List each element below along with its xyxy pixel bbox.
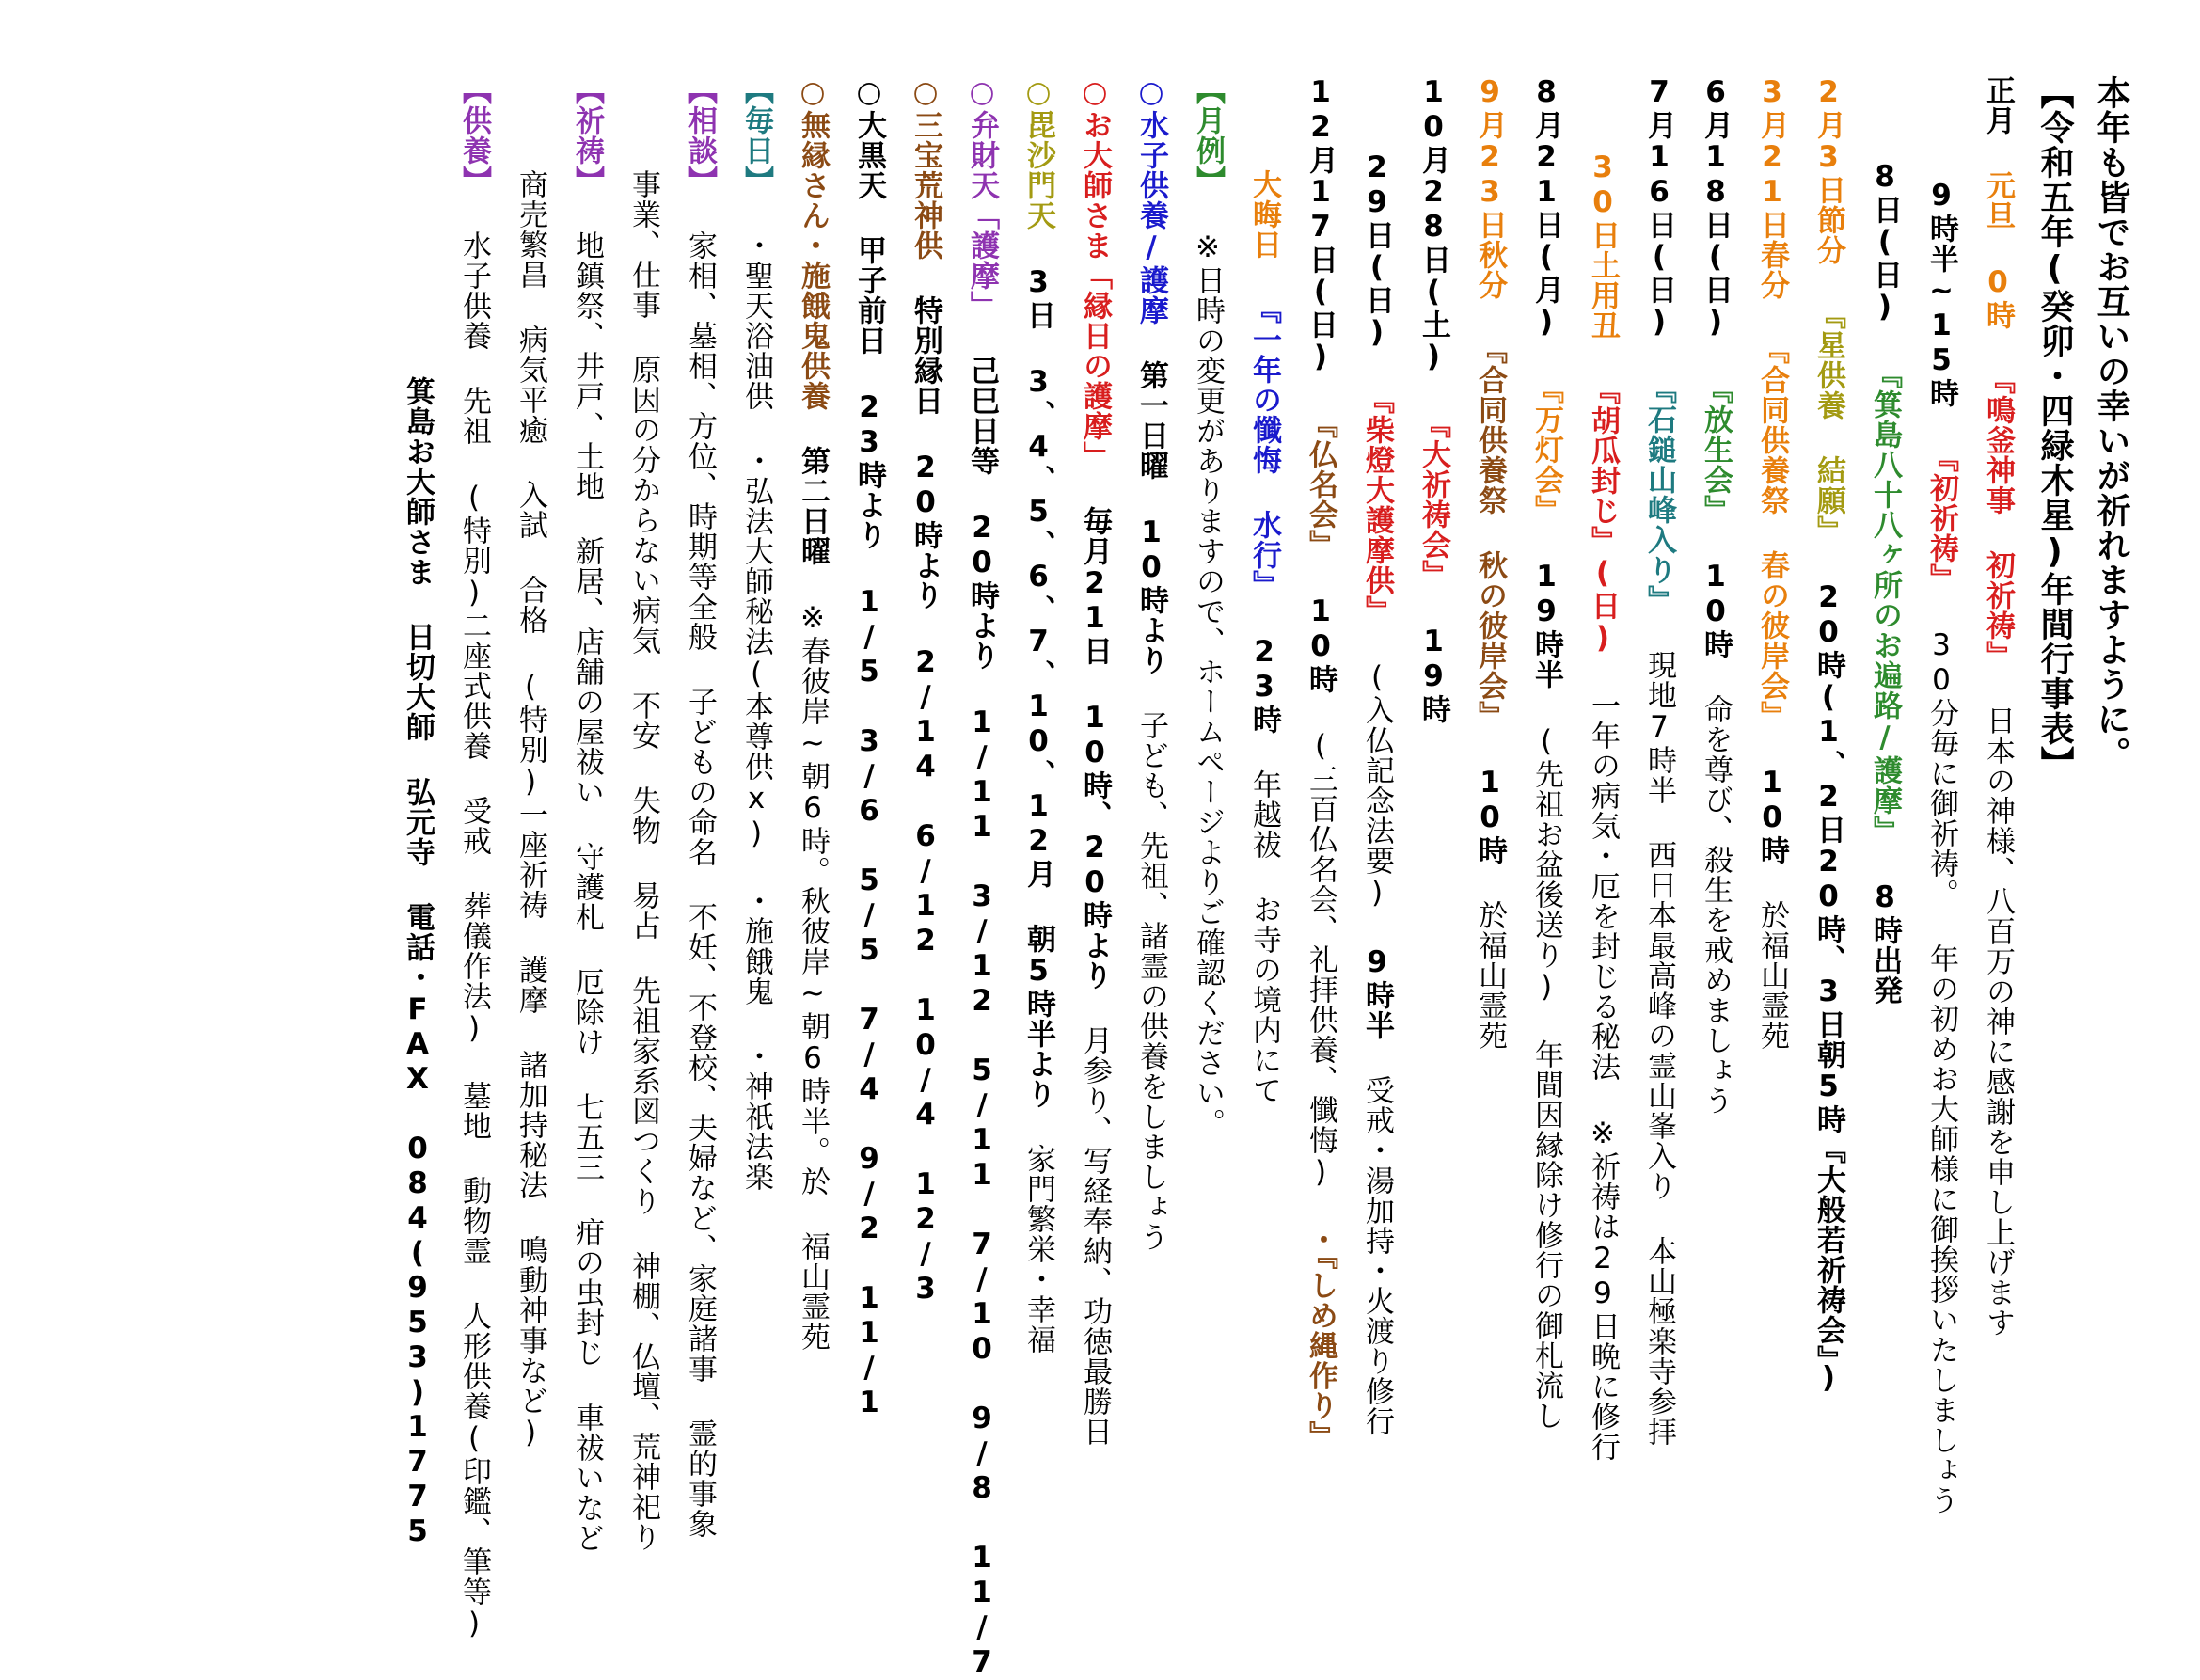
dec17-event2: ・『しめ縄作り』 <box>1304 1225 1337 1451</box>
aug21-detail: (先祖お盆後送り) <box>1529 724 1563 1005</box>
oct29-detail2: 受戒・湯加持・火渡り修行 <box>1360 1075 1394 1436</box>
feb3-event: 『星供養 結願』 <box>1812 300 1845 546</box>
consult-header: 【相談】 <box>683 75 717 196</box>
dec17-date: 12月17日(日) <box>1304 75 1337 374</box>
bishamon-time: 3日 3、4、5、6、7、10、12月 朝5時半より <box>1021 265 1055 1109</box>
event-aug21 <box>1524 75 1569 1431</box>
mizuko-time: 第一日曜 10時より <box>1134 360 1168 675</box>
shogatsu-time-a: 元旦 0時 <box>1981 170 2015 330</box>
event-shogatsu-1 <box>1975 75 2020 1338</box>
kito-line2: 商売繁昌 病気平癒 入試 合格 (特別)一座祈祷 護摩 諸加持秘法 鳴動神事など) <box>514 169 547 1450</box>
shogatsu-event-b: 『初祈祷』 <box>1924 443 1958 594</box>
oct29-date: 29日(日) <box>1360 151 1394 350</box>
mar21-date: 3月21日春分 <box>1755 75 1789 300</box>
monthly-muen <box>790 75 835 1352</box>
benzai-time: 己巳日等 20時より <box>965 356 999 671</box>
dec17-detail: (三百仏名会、礼拝供養、懺悔) <box>1304 729 1337 1190</box>
oct29-event: 『柴燈大護摩供』 <box>1360 385 1394 626</box>
monthly-bishamon <box>1016 75 1061 1355</box>
consult-line-1 <box>677 75 722 1539</box>
bishamon-name: ○毘沙門天 <box>1021 75 1055 230</box>
muen-name: ○無縁さん・施餓鬼供養 <box>796 75 830 411</box>
kito-line1: 地鎮祭、井戸、土地 新居、店舗の屋祓い 守護札 厄除け 七五三 疳の虫封じ 車祓いなど <box>570 230 604 1553</box>
kuyo-header: 【供養】 <box>457 75 491 196</box>
oct29-time: 9時半 <box>1360 945 1394 1040</box>
benzai-dates: 1/11 3/12 5/11 7/10 9/8 11/7 <box>965 705 999 1680</box>
aug21-time: 19時半 <box>1529 560 1563 689</box>
sep23-date: 9月23日秋分 <box>1473 75 1507 300</box>
monthly-header-line <box>1185 75 1230 1138</box>
misoka-event: 『一年の懺悔 水行』 <box>1247 294 1281 600</box>
consult-line1: 家相、墓相、方位、時期等全般 子どもの命名 不妊、不登校、夫婦など、家庭諸事 霊的事象 <box>683 230 717 1539</box>
oct28-time: 19時 <box>1417 625 1450 724</box>
jul16-detail: 現地7時半 西日本最高峰の霊山峯入り 本山極楽寺参拝 <box>1642 650 1676 1447</box>
kito-line-1 <box>564 75 609 1553</box>
mizuko-name: ○水子供養/護摩 <box>1134 75 1168 325</box>
monthly-odaishi <box>1072 75 1117 1447</box>
sanbo-name: ○三宝荒神供 <box>909 75 942 261</box>
feb3-date: 2月3日節分 <box>1812 75 1845 265</box>
monthly-mizuko <box>1129 75 1174 1252</box>
bishamon-detail: 家門繁栄・幸福 <box>1021 1144 1055 1355</box>
kuyo-line1: 水子供養 先祖 (特別)二座式供養 受戒 葬儀作法) 墓地 動物霊 人形供養(印鑑、筆等) <box>457 230 491 1641</box>
kito-header: 【祈祷】 <box>570 75 604 196</box>
oct28-event: 『大祈祷会』 <box>1417 409 1450 590</box>
monthly-header: 【月例】 <box>1191 75 1225 196</box>
event-dec17 <box>1298 75 1343 1451</box>
shogatsu-label: 正月 <box>1981 75 2015 135</box>
event-shogatsu-2 <box>1919 179 1964 1515</box>
jul30-date: 30日土用丑 <box>1586 151 1620 341</box>
jan8-date: 8日(日) <box>1868 160 1902 325</box>
sanbo-time: 特別縁日 20時より <box>909 295 942 610</box>
daikoku-time: 甲子前日 23時より <box>852 235 886 550</box>
daily-header: 【毎日】 <box>739 75 773 196</box>
misoka-date: 大晦日 <box>1247 169 1281 260</box>
shogatsu-detail-a: 日本の神様、八百万の神に感謝を申し上げます <box>1981 705 2015 1338</box>
event-mar21 <box>1749 75 1795 1051</box>
mizuko-detail: 子ども、先祖、諸霊の供養をしましょう <box>1134 710 1168 1252</box>
misoka-time: 23時 <box>1247 635 1281 735</box>
jun18-time: 10時 <box>1699 560 1733 659</box>
jun18-date: 6月18日(日) <box>1699 75 1733 340</box>
event-feb3 <box>1806 75 1851 1396</box>
jul30-event: 『胡瓜封じ』(日) <box>1586 375 1620 656</box>
oct29-detail: (入仏記念法要) <box>1360 660 1394 911</box>
jun18-detail: 命を尊び、殺生を戒めましょう <box>1699 694 1733 1116</box>
odaishi-time: 毎月21日 10時、20時より <box>1078 506 1112 991</box>
daily-items: ・聖天浴油供 ・弘法大師秘法(本尊供x) ・施餓鬼 ・神祇法楽 <box>739 230 773 1192</box>
footer-contact: 箕島お大師さま 日切大師 弘元寺 電話・FAX 084(953)1775 <box>401 376 435 1549</box>
daily-line <box>734 75 779 1192</box>
jul30-note: ※祈祷は29日晩に修行 <box>1586 1117 1620 1462</box>
mar21-place: 於福山霊苑 <box>1755 900 1789 1051</box>
event-jul16 <box>1637 75 1682 1447</box>
sep23-event: 『合同供養祭 秋の彼岸会』 <box>1473 335 1507 731</box>
mar21-event: 『合同供養祭 春の彼岸会』 <box>1755 335 1789 731</box>
monthly-daikoku <box>847 75 892 1420</box>
kito-line-2 <box>508 169 553 1450</box>
sep23-place: 於福山霊苑 <box>1473 900 1507 1051</box>
event-jul30 <box>1580 151 1625 1462</box>
odaishi-detail: 月参り、写経奉納、功徳最勝日 <box>1078 1025 1112 1447</box>
intro-line: 本年も皆でお互いの幸いが祈れますように。 <box>2092 75 2130 771</box>
muen-note: ※春彼岸~朝6時。秋彼岸~朝6時半。於 福山霊苑 <box>796 601 830 1352</box>
monthly-note: ※日時の変更がありますので、ホームページよりご確認ください。 <box>1191 230 1225 1138</box>
odaishi-name: ○お大師さま「縁日の護摩」 <box>1078 75 1112 471</box>
dec17-event: 『仏名会』 <box>1304 409 1337 560</box>
feb3-detail: 20時(1、2日20時、3日朝5時『大般若祈祷会』) <box>1812 580 1845 1396</box>
jul16-event: 『石鎚山峰入り』 <box>1642 374 1676 615</box>
jan8-time: 8時出発 <box>1868 880 1902 1006</box>
aug21-event: 『万灯会』 <box>1529 374 1563 525</box>
page-title: 【令和五年(癸卯・四緑木星)年間行事表】 <box>2035 75 2074 781</box>
misoka-detail: 年越祓 お寺の境内にて <box>1247 769 1281 1105</box>
sep23-time: 10時 <box>1473 766 1507 865</box>
event-sep23 <box>1467 75 1512 1051</box>
daikoku-dates: 1/5 3/6 5/5 7/4 9/2 11/1 <box>852 585 886 1420</box>
shogatsu-detail-b: 30分毎に御祈祷。 年の初めお大師様に御挨拶いたしましょう <box>1924 628 1958 1515</box>
event-jan8 <box>1862 160 1907 1006</box>
daikoku-name: ○大黒天 <box>852 75 886 200</box>
dec17-time: 10時 <box>1304 594 1337 694</box>
consult-line2: 事業、仕事 原因の分からない病気 不安 失物 易占 先祖家系図つくり 神棚、仏壇、荒神祀り <box>626 169 660 1552</box>
event-jun18 <box>1693 75 1738 1116</box>
shogatsu-event-a: 『鳴釜神事 初祈祷』 <box>1981 365 2015 671</box>
oct28-date: 10月28日(土) <box>1417 75 1450 374</box>
event-misoka <box>1242 169 1287 1105</box>
event-oct29 <box>1354 151 1400 1436</box>
jun18-event: 『放生会』 <box>1699 374 1733 525</box>
shogatsu-time-b: 9時半~15時 <box>1924 179 1958 408</box>
jul30-detail: 一年の病気・厄を封じる秘法 <box>1586 690 1620 1082</box>
aug21-date: 8月21日(月) <box>1529 75 1563 340</box>
jul16-date: 7月16日(日) <box>1642 75 1676 340</box>
jan8-event: 『箕島八十八ヶ所のお遍路/護摩』 <box>1868 359 1902 846</box>
monthly-benzai <box>959 75 1005 1680</box>
muen-time: 第二日曜 <box>796 446 830 566</box>
consult-line-2 <box>621 169 666 1552</box>
benzai-name: ○弁財天「護摩」 <box>965 75 999 321</box>
mar21-time: 10時 <box>1755 766 1789 865</box>
monthly-sanbo <box>903 75 948 1307</box>
aug21-detail2: 年間因縁除け修行の御札流し <box>1529 1039 1563 1431</box>
sanbo-dates: 2/14 6/12 10/4 12/3 <box>909 645 942 1307</box>
event-oct28 <box>1411 75 1456 724</box>
kuyo-line <box>451 75 497 1641</box>
